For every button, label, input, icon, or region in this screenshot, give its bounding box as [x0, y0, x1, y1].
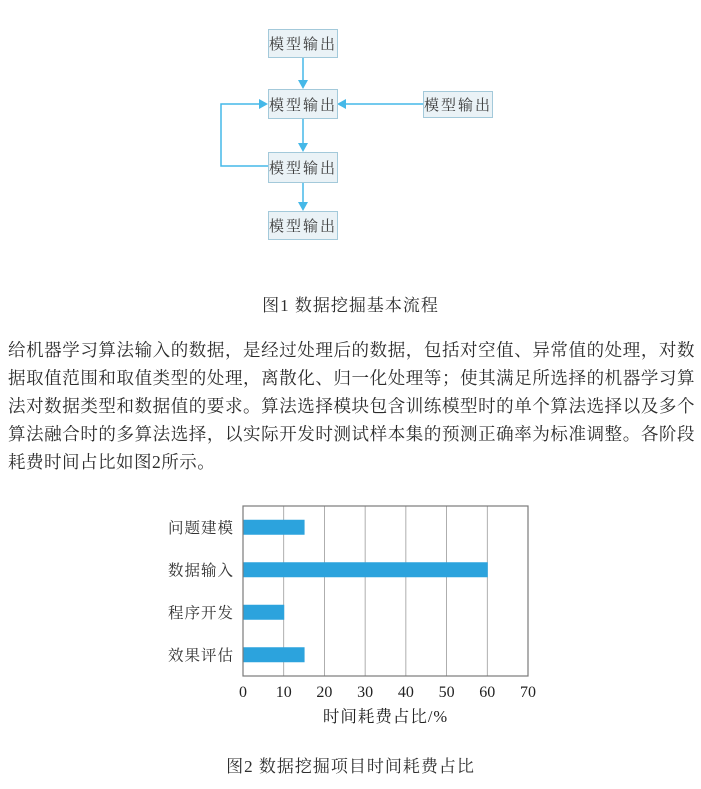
flow-box-right	[423, 91, 493, 118]
flow-box-label: 模型输出	[269, 219, 338, 235]
flow-box-bottom	[268, 211, 338, 240]
x-tick-label-30: 30	[357, 684, 374, 701]
x-tick-label-40: 40	[397, 684, 414, 701]
flow-box-lower	[268, 152, 338, 183]
x-tick-label-20: 20	[316, 684, 333, 701]
x-tick-label-10: 10	[275, 684, 292, 701]
x-tick-label-50: 50	[438, 684, 455, 701]
x-tick-label-60: 60	[479, 684, 496, 701]
flow-arrows	[0, 0, 701, 260]
flow-box-label: 模型输出	[269, 37, 338, 53]
x-tick-label-0: 0	[239, 684, 247, 701]
bar-1	[244, 562, 488, 577]
flow-box-middle	[268, 89, 338, 119]
category-label-0: 问题建模	[167, 519, 234, 537]
bar-chart-svg	[150, 496, 570, 736]
bar-0	[244, 520, 305, 535]
flow-box-label: 模型输出	[269, 161, 338, 177]
flow-box-top	[268, 29, 338, 58]
arrowhead-down-1	[298, 80, 308, 89]
arrowhead-down-3	[298, 202, 308, 211]
arrowhead-right	[259, 99, 268, 109]
x-tick-label-70: 70	[520, 684, 536, 701]
category-label-2: 程序开发	[167, 604, 234, 622]
feedback-loop-line	[221, 104, 268, 166]
flow-box-label: 模型输出	[269, 97, 338, 114]
body-paragraph: 给机器学习算法输入的数据，是经过处理后的数据，包括对空值、异常值的处理，对数据取值范围和取值类型的处理，离散化、归一化处理等；使其满足所选择的机器学习算法对数据类型和数据值的要求。算法选择模块包含训练模型时的单个算法选择以及多个算法融合时的多算法选择，以实际开发时测试样本集的预测正确率为标准调整。各阶段耗费时间占比如图2所示。	[8, 340, 695, 472]
figure1-caption: 图1 数据挖掘基本流程	[262, 296, 439, 315]
category-label-1: 数据输入	[167, 562, 234, 580]
figure2-caption: 图2 数据挖掘项目时间耗费占比	[226, 757, 475, 776]
x-axis-label: 时间耗费占比/%	[322, 707, 449, 726]
arrowhead-down-2	[298, 143, 308, 152]
category-label-3: 效果评估	[167, 647, 234, 665]
bar-2	[244, 605, 285, 620]
flow-box-label: 模型输出	[424, 98, 493, 114]
arrowhead-left	[337, 99, 346, 109]
figure2-chart	[150, 496, 570, 736]
bar-3	[244, 647, 305, 662]
figure1-flowchart	[0, 0, 701, 260]
